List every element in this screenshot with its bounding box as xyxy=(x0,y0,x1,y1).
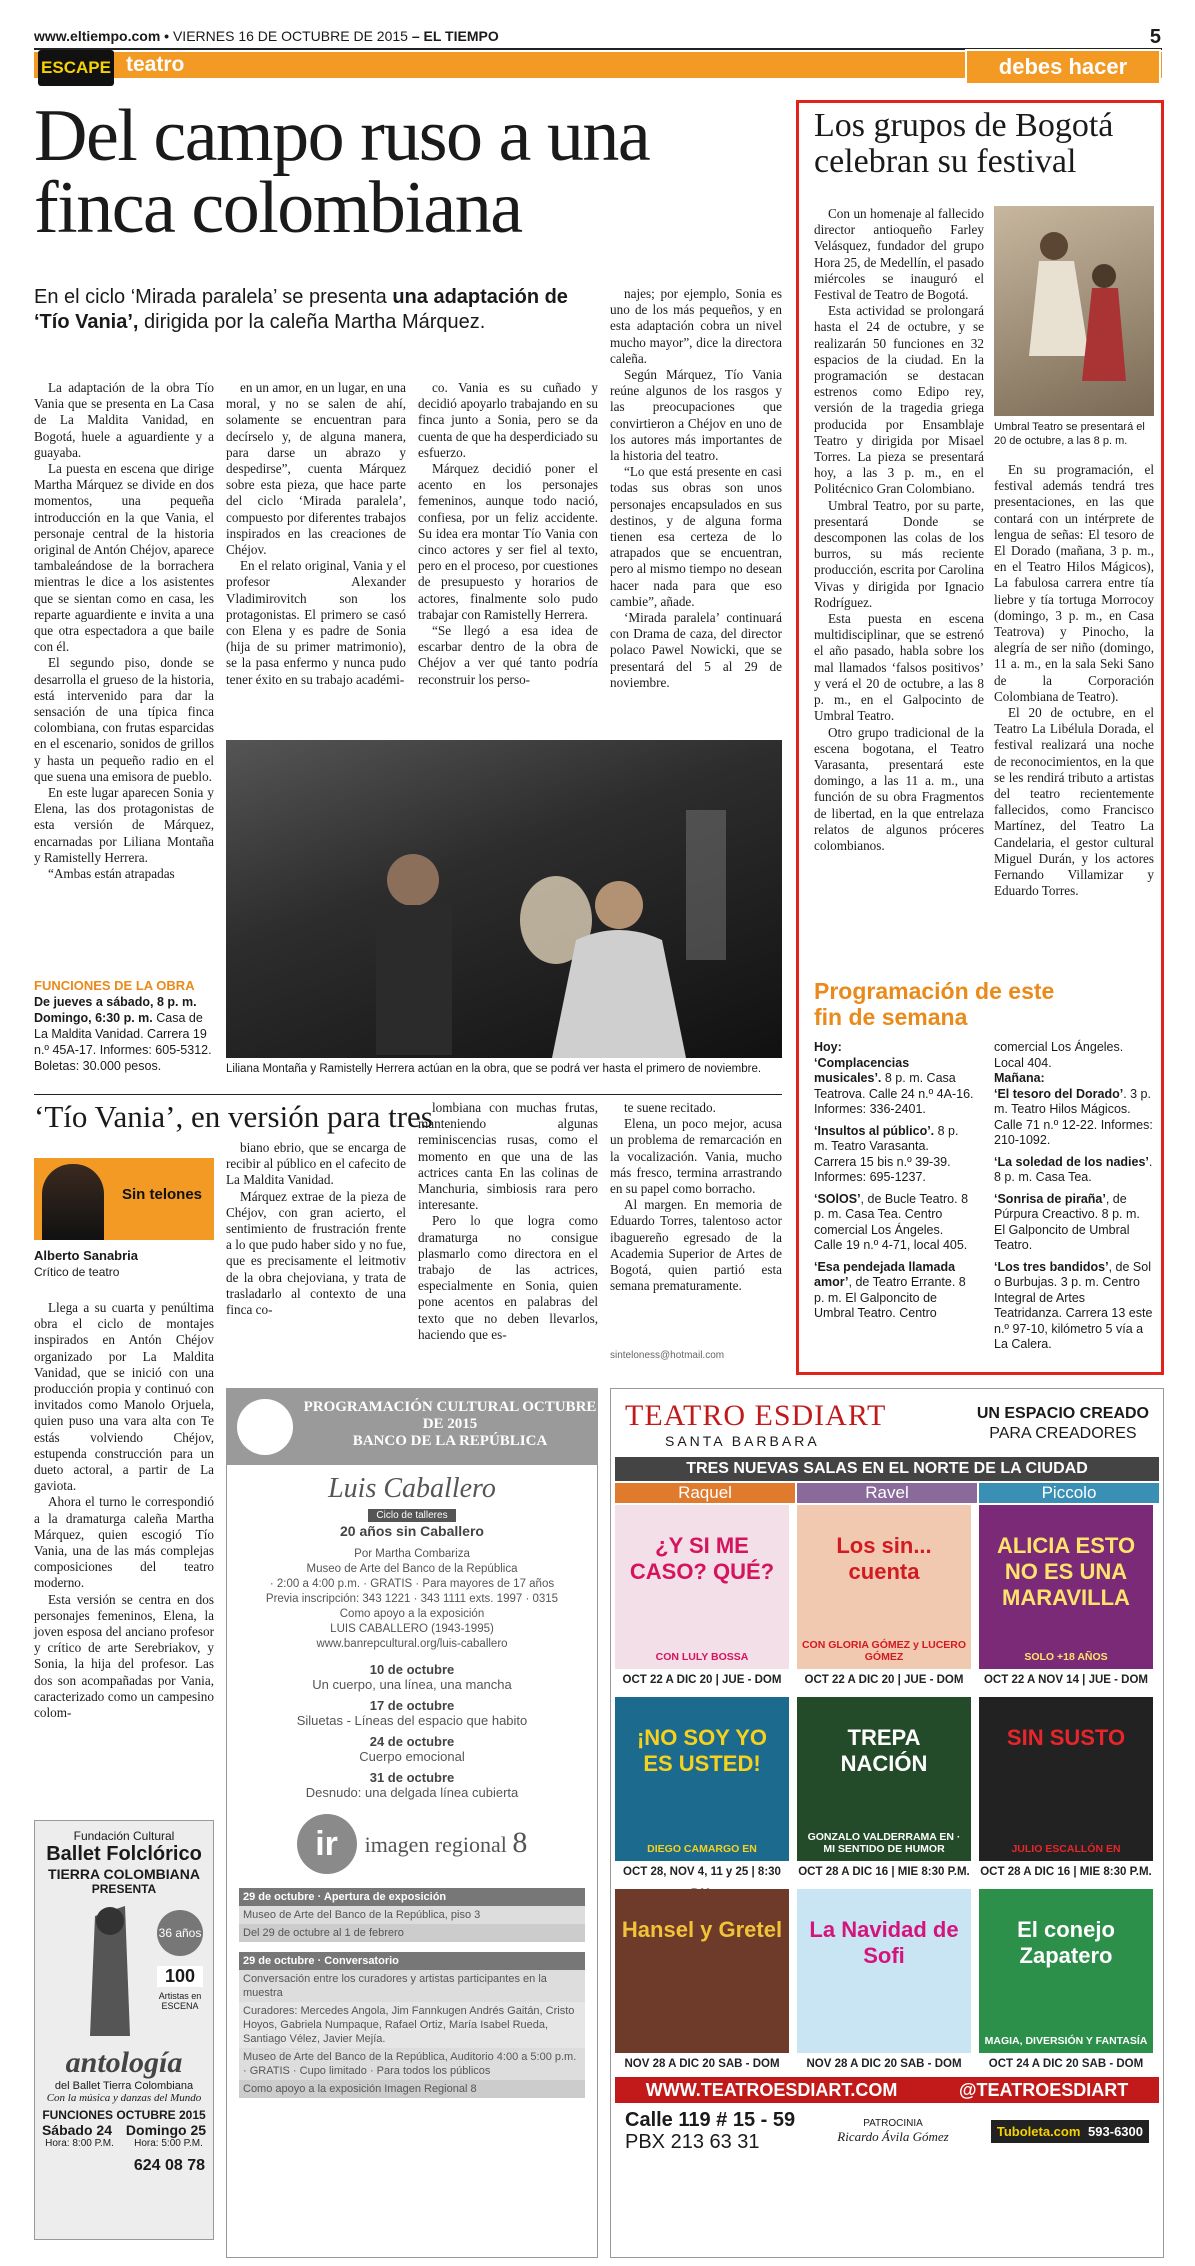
show-dates: NOV 28 A DIC 20 SAB - DOM xyxy=(615,2053,789,2075)
hora-2: Hora: 5:00 P.M. xyxy=(134,2138,203,2149)
tuboleta-phone: 593-6300 xyxy=(1088,2123,1143,2139)
ciclo-label: Ciclo de talleres xyxy=(368,1509,455,1522)
patrocinio xyxy=(837,2118,948,2145)
program-item xyxy=(994,1155,1154,1186)
salas-row xyxy=(615,1483,1159,1503)
taller-title: Siluetas - Líneas del espacio que habito xyxy=(296,1713,528,1728)
umbral-photo xyxy=(994,206,1154,416)
lead-bold: una adaptación de ‘Tío Vania’, xyxy=(34,286,568,333)
taller-title: Un cuerpo, una línea, una mancha xyxy=(312,1677,512,1692)
show-tile[interactable] xyxy=(615,1697,789,1883)
ballet-l2: Ballet Folclórico xyxy=(46,1843,202,1865)
apertura-place: Museo de Arte del Banco de la República, piso 3 xyxy=(239,1906,585,1924)
esdiart-contact xyxy=(625,2109,795,2153)
show-dates: NOV 28 A DIC 20 SAB - DOM xyxy=(797,2053,971,2075)
show-dates: OCT 28 A DIC 16 | MIE 8:30 P.M. xyxy=(797,1861,971,1883)
show-tile[interactable] xyxy=(797,1889,971,2075)
esdiart-website[interactable]: WWW.TEATROESDIART.COM xyxy=(645,2080,898,2100)
banco-line: Previa inscripción: 343 1221 · 343 1111 exts. 1997 · 0315 xyxy=(265,1593,559,1605)
program-title: ‘Insultos al público’. xyxy=(814,1123,935,1138)
sala-raquel: Raquel xyxy=(615,1483,795,1503)
show-subtitle: MAGIA, DIVERSIÓN Y FANTASÍA xyxy=(984,2035,1148,2047)
esdiart-footer xyxy=(611,2103,1163,2159)
paragraph: Elena, un poco mejor, acusa un problema de remarcación en la vocalización. Vania, mucho más fresco, termina arrastrando en su papel como borracho. xyxy=(610,1116,782,1197)
paragraph: “Lo que está presente en casi todas sus obras son unos personajes encapsulados en sus destinos, y de alguna forma tienen esa certeza de lo atrapados que se encuentran, pero al mismo tiempo no desean hacer nada para que eso cambie”, añade. xyxy=(610,464,782,609)
hora-1: Hora: 8:00 P.M. xyxy=(45,2138,114,2149)
paragraph: Al margen. En memoria de Eduardo Torres, talentoso actor ibaguereño egresado de la Academia Superior de Artes de Bogotá, quien partió esta semana prematuramente. xyxy=(610,1197,782,1294)
ballet-l3: TIERRA COLOMBIANA xyxy=(48,1866,200,1882)
show-subtitle: DIEGO CAMARGO EN xyxy=(647,1843,757,1855)
ir-number: 8 xyxy=(512,1826,528,1859)
banco-header xyxy=(227,1389,597,1465)
banco-line: Por Martha Combariza xyxy=(354,1548,470,1560)
review-rule xyxy=(34,1094,782,1095)
ballet-phone[interactable]: 624 08 78 xyxy=(133,2157,205,2174)
program-item xyxy=(814,1124,974,1186)
apertura-head: 29 de octubre · Apertura de exposición xyxy=(239,1888,585,1906)
program-item xyxy=(994,1087,1154,1149)
caballero-script: Luis Caballero xyxy=(328,1473,496,1504)
program-item xyxy=(994,1260,1154,1353)
conversatorio-place: Museo de Arte del Banco de la República, Auditorio 4:00 a 5:00 p.m. · GRATIS · Cupo limitado · Para todos los públicos xyxy=(239,2048,585,2080)
apertura-dates: Del 29 de octubre al 1 de febrero xyxy=(239,1924,585,1942)
banco-details xyxy=(227,1547,597,1652)
sabado: Sábado 24 xyxy=(41,2122,112,2138)
esdiart-social[interactable]: @TEATROESDIART xyxy=(958,2080,1129,2100)
slogan-1: UN ESPACIO CREADO xyxy=(976,1405,1149,1422)
funciones-details: Casa de La Maldita Vanidad. Carrera 19 n.º 45A-17. Informes: 605-5312. Boletas: 30.000 pesos. xyxy=(34,1011,212,1073)
sin-caballero: 20 años sin Caballero xyxy=(340,1523,484,1539)
paragraph: en un amor, en un lugar, en una moral, y no se salen de ahí, solamente se encuentran para decírselo y, de alguna manera, para darse un abrazo y despedirse”, cuenta Márquez sobre esta pieza, que hace parte del ciclo ‘Mirada paralela’, compuesto por diferentes trabajos inspirados en las creaciones de Chéjov. xyxy=(226,380,406,558)
ballet-title: antología xyxy=(65,2046,183,2079)
paragraph: “Ambas están atrapadas xyxy=(48,866,175,882)
taller-date: 10 de octubre xyxy=(369,1662,455,1677)
paragraph: La adaptación de la obra Tío Vania que se presenta en La Casa de La Maldita Vanidad, en Bogotá, huele a aguardiente y a guayaba. xyxy=(34,380,214,460)
paragraph: Esta actividad se prolongará hasta el 24 de octubre, y se realizarán 50 funciones en 32 espacios de la ciudad. En la programación se destacan estrenos como Edipo rey, versión de la tragedia griega producida por Ensamblaje Teatro y dirigida por Misael Torres. La pieza se presentará hoy, a las 3 p. m., en el Politécnico Gran Colombiano. xyxy=(814,303,984,497)
headline: Del campo ruso a una finca colombiana xyxy=(34,95,650,249)
funciones-dates: De jueves a sábado, 8 p. m. Domingo, 6:30 p. m. xyxy=(34,995,197,1025)
review-col-3 xyxy=(418,1100,598,1343)
author-avatar xyxy=(42,1164,104,1240)
umbral-caption: Umbral Teatro se presentará el 20 de octubre, a las 8 p. m. xyxy=(994,421,1145,447)
conversatorio-text: Conversación entre los curadores y artistas participantes en la muestra xyxy=(239,1970,585,2002)
esdiart-ad[interactable] xyxy=(610,1388,1164,2258)
programacion-manana xyxy=(994,1040,1154,1359)
date: VIERNES 16 DE OCTUBRE DE 2015 xyxy=(172,28,408,44)
exposicion-box xyxy=(239,1888,585,2098)
review-column-tag: Sin telones xyxy=(122,1186,203,1203)
program-title: ‘SOlOS’ xyxy=(814,1191,861,1206)
review-tag-box xyxy=(34,1158,214,1240)
hoy-continued: comercial Los Ángeles. Local 404. xyxy=(994,1040,1124,1070)
paragraph: Llega a su cuarta y penúltima obra el ciclo de montajes inspirados en Antón Chéjov organizado por La Maldita Vanidad, que se inició con una producción propia y continuó con invitados como Manolo Orjuela, quien puso una vara alta con Te estás volviendo Chéjov, estupenda construcción para un dueto actoral, a partir de La gaviota. xyxy=(34,1300,214,1494)
article-col-2 xyxy=(226,380,406,688)
banco-heading: PROGRAMACIÓN CULTURAL OCTUBRE DE 2015 xyxy=(303,1399,597,1432)
sidebar-title: Los grupos de Bogotá celebran su festival xyxy=(814,107,1114,180)
show-title: La Navidad de Sofi xyxy=(809,1917,959,1968)
show-tile[interactable] xyxy=(797,1505,971,1691)
paragraph: En su programación, el festival además tendrá tres presentaciones, en las que contará con un intérprete de lengua de señas: El tesoro de El Dorado (mañana, 3 p. m., en el Teatro Hilos Mágicos), La fabulosa carrera entre tía liebre y tía tortuga Morrocoy (domingo, 3 p. m., en Casa Teatrova) y Pinocho, la alegría de ser niño (domingo, 11 a. m., en la sala Seki Sano de la Corporación Colombiana de Teatro). xyxy=(994,462,1154,704)
review-author-role: Crítico de teatro xyxy=(34,1265,120,1279)
show-dates: OCT 28 A DIC 16 | MIE 8:30 P.M. xyxy=(979,1861,1153,1883)
patrocinio-name: Ricardo Ávila Gómez xyxy=(837,2128,949,2144)
paragraph: Esta versión se centra en dos personajes femeninos, Elena, la joven esposa del anciano profesor y crítico de arte Serebriakov, y Sonia, la hija del profesor. Las dos son acompañadas por Vania, caracterizado como un campesino colom- xyxy=(34,1591,214,1721)
program-details: , de Bucle Teatro. 8 p. m. Casa Tea. Centro comercial Los Ángeles. Calle 19 n.º 4-71, local 405. xyxy=(814,1191,969,1252)
program-title: ‘Los tres bandidos’ xyxy=(994,1259,1109,1274)
program-title: ‘Esa pendejada llamada amor’ xyxy=(814,1259,956,1289)
program-title: ‘El tesoro del Dorado’ xyxy=(994,1086,1124,1101)
ballet-l1: Fundación Cultural xyxy=(73,1829,175,1843)
paragraph: te suene recitado. xyxy=(624,1100,716,1115)
program-item xyxy=(814,1056,974,1118)
ballet-hours xyxy=(35,2138,213,2149)
program-details: . 8 p. m. Casa Tea. xyxy=(994,1154,1153,1184)
lead-paragraph xyxy=(34,285,574,335)
program-details: 8 p. m. Casa Teatrova. Calle 24 n.º 4A-16. Informes: 336-2401. xyxy=(814,1071,974,1116)
esdiart-address: Calle 119 # 15 - 59 xyxy=(625,2109,796,2131)
paragraph: Pero lo que logra como dramaturga no consigue plasmarlo como directora en el trabajo de las actrices, especialmente en Sonia, quien pone acentos en palabras del texto que no deben llevarlos, haciendo que es- xyxy=(418,1213,598,1342)
lead-text: En el ciclo ‘Mirada paralela’ se presenta xyxy=(34,286,393,308)
article-col-1 xyxy=(34,380,214,882)
ballet-sub: del Ballet Tierra Colombiana xyxy=(54,2080,194,2092)
show-title: ALICIA ESTO NO ES UNA MARAVILLA xyxy=(996,1533,1136,1610)
show-subtitle: JULIO ESCALLÓN EN xyxy=(1011,1843,1121,1855)
esdiart-web-bar xyxy=(615,2077,1159,2103)
show-subtitle: SOLO +18 AÑOS xyxy=(1024,1651,1108,1663)
show-tile[interactable] xyxy=(615,1889,789,2075)
show-tile[interactable] xyxy=(979,1889,1153,2075)
program-details: 8 p. m. Teatro Varasanta. Carrera 15 bis n.º 39-39. Informes: 695-1237. xyxy=(814,1123,959,1184)
show-tile[interactable] xyxy=(979,1697,1153,1883)
program-details: , de Teatro Errante. 8 p. m. El Galponcito de Umbral Teatro. Centro xyxy=(814,1275,966,1320)
show-title: ¡NO SOY YO ES USTED! xyxy=(636,1725,767,1776)
artists-count: 100 xyxy=(157,1966,203,1987)
funciones-box xyxy=(34,978,214,1074)
program-details: . 3 p. m. Teatro Hilos Mágicos. Calle 71 n.º 12-22. Informes: 210-1092. xyxy=(994,1086,1153,1147)
banco-line: www.banrepcultural.org/luis-caballero xyxy=(316,1638,508,1650)
paragraph: El 20 de octubre, en el Teatro La Libélula Dorada, el festival realizará una noche de reconocimientos, en la que se les rendirá tributo a artistas del teatro recientemente fallecidos, como Francisco Martínez, del Teatro La Candelaria, el gestor cultural Miguel Durán, y los actores Fernando Villamizar y Eduardo Torres. xyxy=(994,705,1154,899)
taller-title: Desnudo: una delgada línea cubierta xyxy=(305,1785,519,1800)
tuboleta-name: Tuboleta.com xyxy=(996,2123,1081,2139)
article-col-3 xyxy=(418,380,598,688)
show-subtitle: CON LULY BOSSA xyxy=(655,1651,749,1663)
main-photo xyxy=(226,740,782,1058)
sala-piccolo: Piccolo xyxy=(979,1483,1159,1503)
show-tile[interactable] xyxy=(615,1505,789,1691)
article-col-4 xyxy=(610,286,782,691)
debes-hacer-tag: debes hacer xyxy=(965,49,1161,85)
ir-icon: ir xyxy=(297,1814,357,1874)
lead-text-end: dirigida por la caleña Martha Márquez. xyxy=(138,311,486,333)
page-number: 5 xyxy=(1149,26,1161,48)
ballet-sub2: Con la música y danzas del Mundo xyxy=(46,2092,202,2104)
banco-line: Museo de Arte del Banco de la República xyxy=(306,1563,518,1575)
manana-label: Mañana: xyxy=(994,1071,1045,1085)
paragraph: Según Márquez, Tío Vania reúne algunos de los rasgos y las preocupaciones que convirtieron a Chéjov en uno de los autores más importantes de la historia del teatro. xyxy=(610,367,782,464)
banco-heading-2: BANCO DE LA REPÚBLICA xyxy=(352,1433,548,1449)
program-title: ‘Sonrisa de piraña’ xyxy=(994,1191,1106,1206)
banco-line: · 2:00 a 4:00 p.m. · GRATIS · Para mayores de 17 años xyxy=(269,1578,555,1590)
paragraph: co. Vania es su cuñado y decidió apoyarlo trabajando en su finca junto a Sonia, pero se da cuenta de que ha desperdiciado su esfuerzo. xyxy=(418,380,598,460)
program-item xyxy=(814,1260,974,1322)
paragraph: lombiana con muchas frutas, manteniendo algunas reminiscencias rusas, como el momento en que una de las actrices canta En las colinas de Manchuria, simbiosis rara pero interesante. xyxy=(418,1100,598,1213)
show-title: SIN SUSTO xyxy=(1006,1725,1126,1750)
program-title: ‘Complacencias musicales’. xyxy=(814,1055,910,1085)
paragraph: Márquez decidió poner el acento en los personajes femeninos, aunque todo nació, confiesa, por un feliz accidente. Su idea era montar Tío Vania con cinco actores y ser fiel al texto, pero en el proceso, por cuestiones de presupuesto y horarios de actores, finalmente solo pudo trabajar con Ramistelly Herrera. xyxy=(418,461,598,622)
curadores: Curadores: Mercedes Angola, Jim Fannkugen Andrés Gaitán, Cristo Hoyos, Gabriela Numpaque, Rafael Ortiz, María Isabel Rueda, Santiago Vélez, Javier Mejía. xyxy=(239,2002,585,2048)
taller-date: 31 de octubre xyxy=(369,1770,455,1785)
show-dates: OCT 22 A DIC 20 | JUE - DOM xyxy=(615,1669,789,1691)
paragraph: Con un homenaje al fallecido director antioqueño Farley Velásquez, fundador del grupo Hora 25, de Medellín, el pasado miércoles se inauguró el Festival de Teatro de Bogotá. xyxy=(814,206,984,303)
ballet-ad[interactable] xyxy=(34,1820,214,2240)
sala-ravel: Ravel xyxy=(797,1483,977,1503)
paragraph: Ahora el turno le correspondió a la dramaturga caleña Martha Márquez, quien escogió Tío Vania, una de las más complejas composiciones del teatro moderno. xyxy=(34,1494,214,1591)
paragraph: najes; por ejemplo, Sonia es uno de los más pequeños, y en esta adaptación cobra un nivel mucho mayor”, dice la directora caleña. xyxy=(610,286,782,366)
years-badge: 36 años xyxy=(157,1910,203,1956)
conversatorio-head: 29 de octubre · Conversatorio xyxy=(239,1952,585,1970)
sidebar-col-2 xyxy=(994,462,1154,899)
funciones-title: FUNCIONES DE LA OBRA xyxy=(34,978,195,993)
ballet-l4: PRESENTA xyxy=(91,1882,157,1896)
manana-list xyxy=(994,1087,1154,1353)
banco-seal-icon xyxy=(237,1399,293,1455)
show-subtitle: GONZALO VALDERRAMA EN · MI SENTIDO DE HUMOR xyxy=(807,1831,961,1855)
paragraph: La puesta en escena que dirige Martha Márquez se divide en dos momentos, una pequeña introducción en la que Vania, el personaje central de la historia original de Antón Chéjov, aparece tambaleándose de la borrachera mientras le dice a los asistentes que se sientan como en casa, les reparte aguardiente e invita a una que otra espectadora a que baile con él. xyxy=(34,461,214,655)
hoy-label: Hoy: xyxy=(814,1040,842,1054)
esdiart-slogan xyxy=(977,1404,1149,1444)
esdiart-phone[interactable]: PBX 213 63 31 xyxy=(625,2131,760,2153)
show-tile[interactable] xyxy=(979,1505,1153,1691)
show-subtitle: CON GLORIA GÓMEZ y LUCERO GÓMEZ xyxy=(801,1639,967,1663)
programacion-title: Programación de este fin de semana xyxy=(814,978,1055,1030)
show-dates: OCT 22 A DIC 20 | JUE - DOM xyxy=(797,1669,971,1691)
actresses-photo-illustration xyxy=(226,740,782,1058)
banco-line: LUIS CABALLERO (1943-1995) xyxy=(330,1623,494,1635)
review-col-2 xyxy=(226,1140,406,1318)
site-url[interactable]: www.eltiempo.com xyxy=(34,28,161,44)
section-title: teatro xyxy=(126,53,185,76)
program-title: ‘La soledad de los nadies’ xyxy=(994,1154,1149,1169)
esdiart-header xyxy=(611,1389,1163,1449)
show-title: TREPA NACIÓN xyxy=(840,1725,928,1776)
dancers-illustration xyxy=(994,206,1154,416)
patrocinia-label: PATROCINIA xyxy=(863,2117,923,2129)
show-dates: OCT 28, NOV 4, 11 y 25 | 8:30 xyxy=(615,1861,789,1883)
paragraph: Umbral Teatro, por su parte, presentará Donde se descomponen las colas de los burros, su más reciente producción, escrita por Carolina Vivas y dirigida por Ignacio Rodríguez. xyxy=(814,497,984,610)
esdiart-sub: SANTA BARBARA xyxy=(665,1433,820,1449)
hoy-list xyxy=(814,1056,974,1322)
esdiart-name: TEATRO ESDIART xyxy=(625,1399,887,1432)
ballet-funciones: FUNCIONES OCTUBRE 2015 xyxy=(42,2108,206,2122)
show-tile[interactable] xyxy=(797,1697,971,1883)
escape-logo: ESCAPE xyxy=(38,50,114,86)
paragraph: El segundo piso, donde se desarrolla el grueso de la historia, está intervenido para dar la sensación de una típica finca colombiana, con frutas esparcidas en el escenario, sonidos de grillos y hasta un pequeño radio en el que suena una emisora de pueblo. xyxy=(34,655,214,784)
paper-name: EL TIEMPO xyxy=(423,28,499,44)
programacion-hoy xyxy=(814,1040,974,1328)
show-title: Los sin... cuenta xyxy=(836,1533,932,1584)
ballet-figure xyxy=(35,1896,213,2046)
program-details: , de Púrpura Creactivo. 8 p. m. El Galponcito de Umbral Teatro. xyxy=(994,1191,1140,1252)
paragraph: Otro grupo tradicional de la escena bogotana, el Teatro Varasanta, presentará este domingo, a las 11 a. m., una función de su obra Fragmentos de libertad, en la que entrelaza relatos de algunos próceres colombianos. xyxy=(814,724,984,853)
taller-date: 17 de octubre xyxy=(369,1698,455,1713)
tuboleta-logo[interactable] xyxy=(991,2120,1149,2143)
review-col-4 xyxy=(610,1100,782,1294)
ir-name-text: imagen regional xyxy=(364,1832,507,1857)
show-dates: OCT 24 A DIC 20 SAB - DOM xyxy=(979,2053,1153,2075)
review-col-1 xyxy=(34,1300,214,1721)
taller-date: 24 de octubre xyxy=(369,1734,455,1749)
ir-name xyxy=(364,1826,528,1859)
show-grid xyxy=(615,1505,1159,2075)
banco-dates xyxy=(227,1662,597,1800)
paragraph: Esta puesta en escena multidisciplinar, que se estrenó el año pasado, habla sobre los mal llamados ‘falsos positivos’ y verá el 20 de octubre, a las 8 p. m., en el Galpocinto de Umbral Teatro. xyxy=(814,611,984,724)
paragraph: “Se llegó a esa idea de escarbar dentro de la obra de Chéjov a ver qué tanto podría reconstruir los perso- xyxy=(418,623,598,687)
banco-ad[interactable] xyxy=(226,1388,598,2258)
review-author: Alberto Sanabria xyxy=(34,1248,139,1263)
esdiart-logo xyxy=(625,1399,886,1449)
program-details: , de Sol o Burbujas. 3 p. m. Centro Integral de Artes Teatridanza. Carrera 13 este n.º 97-10, kilómetro 5 vía a La Calera. xyxy=(994,1259,1153,1351)
banco-line: Como apoyo a la exposición xyxy=(339,1608,485,1620)
review-title: ‘Tío Vania’, en versión para tres xyxy=(34,1099,433,1134)
taller-title: Cuerpo emocional xyxy=(359,1749,465,1764)
show-title: Hansel y Gretel xyxy=(621,1917,783,1942)
domingo: Domingo 25 xyxy=(125,2122,207,2138)
esdiart-banner: TRES NUEVAS SALAS EN EL NORTE DE LA CIUDAD xyxy=(615,1457,1159,1481)
program-item xyxy=(994,1192,1154,1254)
slogan-2: PARA CREADORES xyxy=(989,1425,1137,1442)
imagen-regional-logo xyxy=(227,1814,597,1874)
show-title: El conejo Zapatero xyxy=(1017,1917,1115,1968)
paragraph: En este lugar aparecen Sonia y Elena, las dos protagonistas de esta versión de Márquez, encarnadas por Liliana Montaña y Ramistelly Herrera. xyxy=(34,785,214,865)
artists-label: Artistas en ESCENA xyxy=(158,1991,202,2011)
paragraph: Márquez extrae de la pieza de Chéjov, con gran acierto, el sentimiento de frustración frente a lo que pudo haber sido y no fue, que es precisamente el leitmotiv de la obra chejoviana, y trata de trasladarlo al contexto de una finca co- xyxy=(226,1188,406,1318)
paragraph: ‘Mirada paralela’ continuará con Drama de caza, del director polaco Pawel Nowicki, que se presentará del 5 al 29 de noviembre. xyxy=(610,610,782,690)
conversatorio-apoyo: Como apoyo a la exposición Imagen Regional 8 xyxy=(239,2080,585,2098)
paragraph: En el relato original, Vania y el profesor Alexander Vladimirovitch son los protagonistas. El primero se casó con Elena y es padre de Sonia (hija de su primer matrimonio), se la pasa enfermo y nunca pudo tener éxito en su trabajo académi- xyxy=(226,558,406,687)
ballet-days xyxy=(35,2122,213,2138)
main-photo-caption: Liliana Montaña y Ramistelly Herrera actúan en la obra, que se podrá ver hasta el primero de noviembre. xyxy=(226,1063,762,1075)
show-dates: OCT 22 A NOV 14 | JUE - DOM xyxy=(979,1669,1153,1691)
paragraph: biano ebrio, que se encarga de recibir al público en el cafecito de La Maldita Vanidad. xyxy=(226,1140,406,1188)
review-email[interactable]: sinteloness@hotmail.com xyxy=(610,1350,725,1361)
show-title: ¿Y SI ME CASO? QUÉ? xyxy=(629,1533,775,1584)
program-item xyxy=(814,1192,974,1254)
sidebar-col-1 xyxy=(814,206,984,854)
dateline: www.eltiempo.com • VIERNES 16 DE OCTUBRE DE 2015 – EL TIEMPO xyxy=(34,28,499,44)
